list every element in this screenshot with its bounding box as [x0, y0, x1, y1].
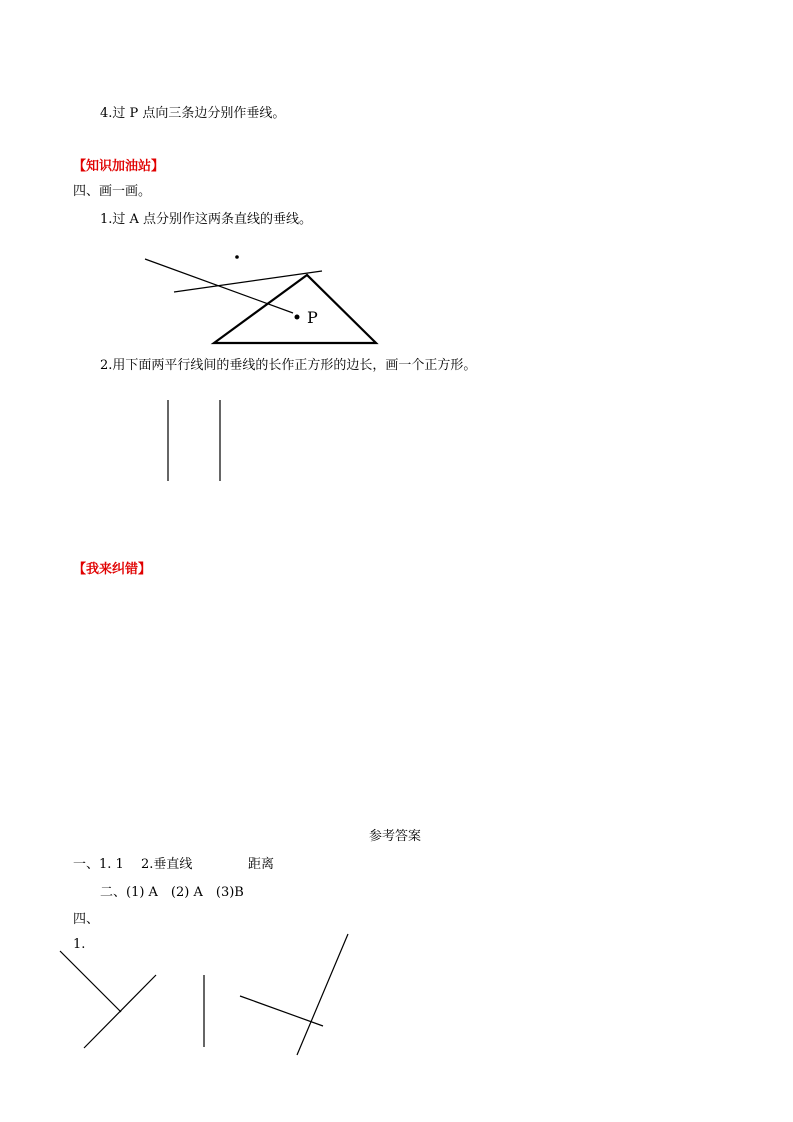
section-heading-correction: 【我来纠错】 — [73, 562, 152, 577]
answer-line-1-a2: 2.垂直线 — [141, 857, 193, 872]
triangle — [214, 275, 376, 343]
question-4-text: 4.过 P 点向三条边分别作垂线。 — [100, 106, 286, 121]
answer-line-1-num: 一、1. 1 — [73, 857, 124, 872]
answers-title: 参考答案 — [369, 829, 422, 844]
section-heading-knowledge: 【知识加油站】 — [73, 159, 165, 174]
point-p-dot — [295, 315, 300, 320]
point-p-label: P — [307, 308, 318, 327]
part-four-item-1: 1.过 A 点分别作这两条直线的垂线。 — [100, 212, 313, 227]
answer-line-a — [60, 951, 121, 1012]
answer-line-3: 四、 — [73, 912, 100, 927]
answer-line-1-a2b: 距离 — [248, 857, 275, 872]
answer-line-e — [297, 934, 348, 1055]
answer-line-2: 二、(1) A (2) A (3)B — [100, 885, 244, 900]
point-a-dot — [235, 255, 239, 259]
part-four-heading: 四、画一画。 — [73, 184, 152, 199]
part-four-item-2: 2.用下面两平行线间的垂线的长作正方形的边长，画一个正方形。 — [100, 358, 477, 373]
answer-line-4: 1. — [73, 937, 86, 952]
